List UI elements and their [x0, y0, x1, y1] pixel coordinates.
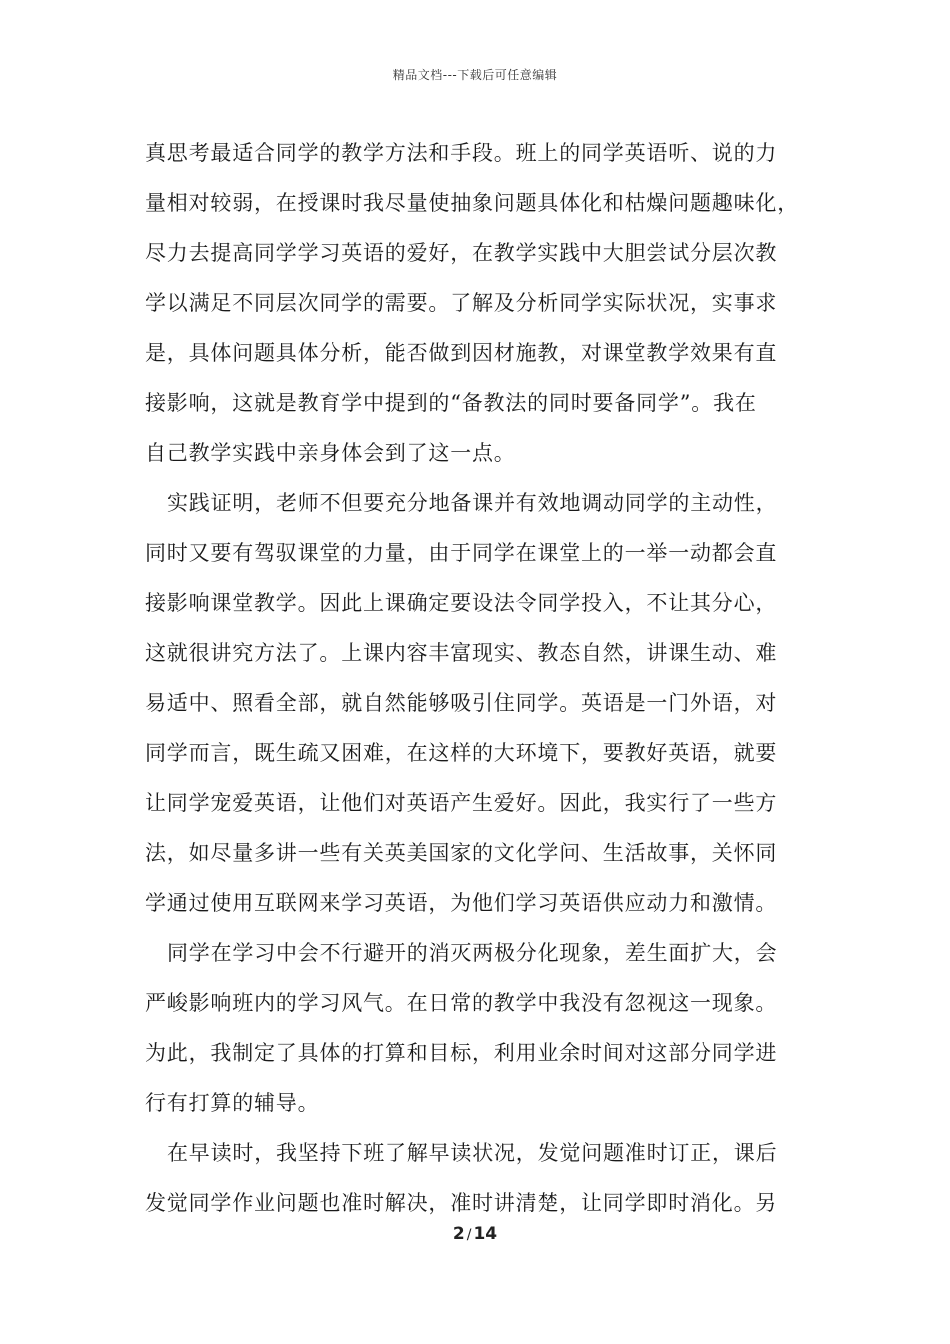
- text-line: 发觉同学作业问题也准时解决，准时讲清楚，让同学即时消化。另: [145, 1191, 778, 1215]
- paragraph-start-line: 在早读时，我坚持下班了解早读状况，发觉问题准时订正，课后: [167, 1141, 778, 1165]
- text-line: 尽力去提高同学学习英语的爱好，在教学实践中大胆尝试分层次教: [145, 241, 778, 265]
- total-pages-number: 14: [473, 1224, 498, 1244]
- page-separator: /: [466, 1227, 472, 1243]
- text-line: 行有打算的辅导。: [145, 1091, 320, 1115]
- text-line: 自己教学实践中亲身体会到了这一点。: [145, 441, 516, 465]
- text-line: 真思考最适合同学的教学方法和手段。班上的同学英语听、说的力: [145, 141, 778, 165]
- page-number: [0, 1224, 950, 1244]
- text-line: 接影响课堂教学。因此上课确定要设法令同学投入，不让其分心，: [145, 591, 778, 615]
- text-line: 同学而言，既生疏又困难，在这样的大环境下，要教好英语，就要: [145, 741, 778, 765]
- document-body: [145, 128, 820, 1228]
- text-line: 为此，我制定了具体的打算和目标，利用业余时间对这部分同学进: [145, 1041, 778, 1065]
- text-line: 严峻影响班内的学习风气。在日常的教学中我没有忽视这一现象。: [145, 991, 778, 1015]
- text-line: 同时又要有驾驭课堂的力量，由于同学在课堂上的一举一动都会直: [145, 541, 778, 565]
- current-page-number: 2: [452, 1224, 465, 1244]
- text-line: 接影响，这就是教育学中提到的“备教法的同时要备同学”。我在: [145, 391, 757, 415]
- text-line: 让同学宠爱英语，让他们对英语产生爱好。因此，我实行了一些方: [145, 791, 778, 815]
- paragraph-start-line: 实践证明，老师不但要充分地备课并有效地调动同学的主动性，: [167, 491, 778, 515]
- text-line: 这就很讲究方法了。上课内容丰富现实、教态自然，讲课生动、难: [145, 641, 778, 665]
- page-header: 精品文档---下载后可任意编辑: [392, 68, 558, 82]
- text-line: 学以满足不同层次同学的需要。了解及分析同学实际状况，实事求: [145, 291, 778, 315]
- paragraph-start-line: 同学在学习中会不行避开的消灭两极分化现象，差生面扩大，会: [167, 941, 778, 965]
- text-line: 学通过使用互联网来学习英语，为他们学习英语供应动力和激情。: [145, 891, 778, 915]
- text-line: 是，具体问题具体分析，能否做到因材施教，对课堂教学效果有直: [145, 341, 778, 365]
- text-line: 易适中、照看全部，就自然能够吸引住同学。英语是一门外语，对: [145, 691, 778, 715]
- text-line: 法，如尽量多讲一些有关英美国家的文化学问、生活故事，关怀同: [145, 841, 778, 865]
- text-line: 量相对较弱，在授课时我尽量使抽象问题具体化和枯燥问题趣味化，: [145, 191, 799, 215]
